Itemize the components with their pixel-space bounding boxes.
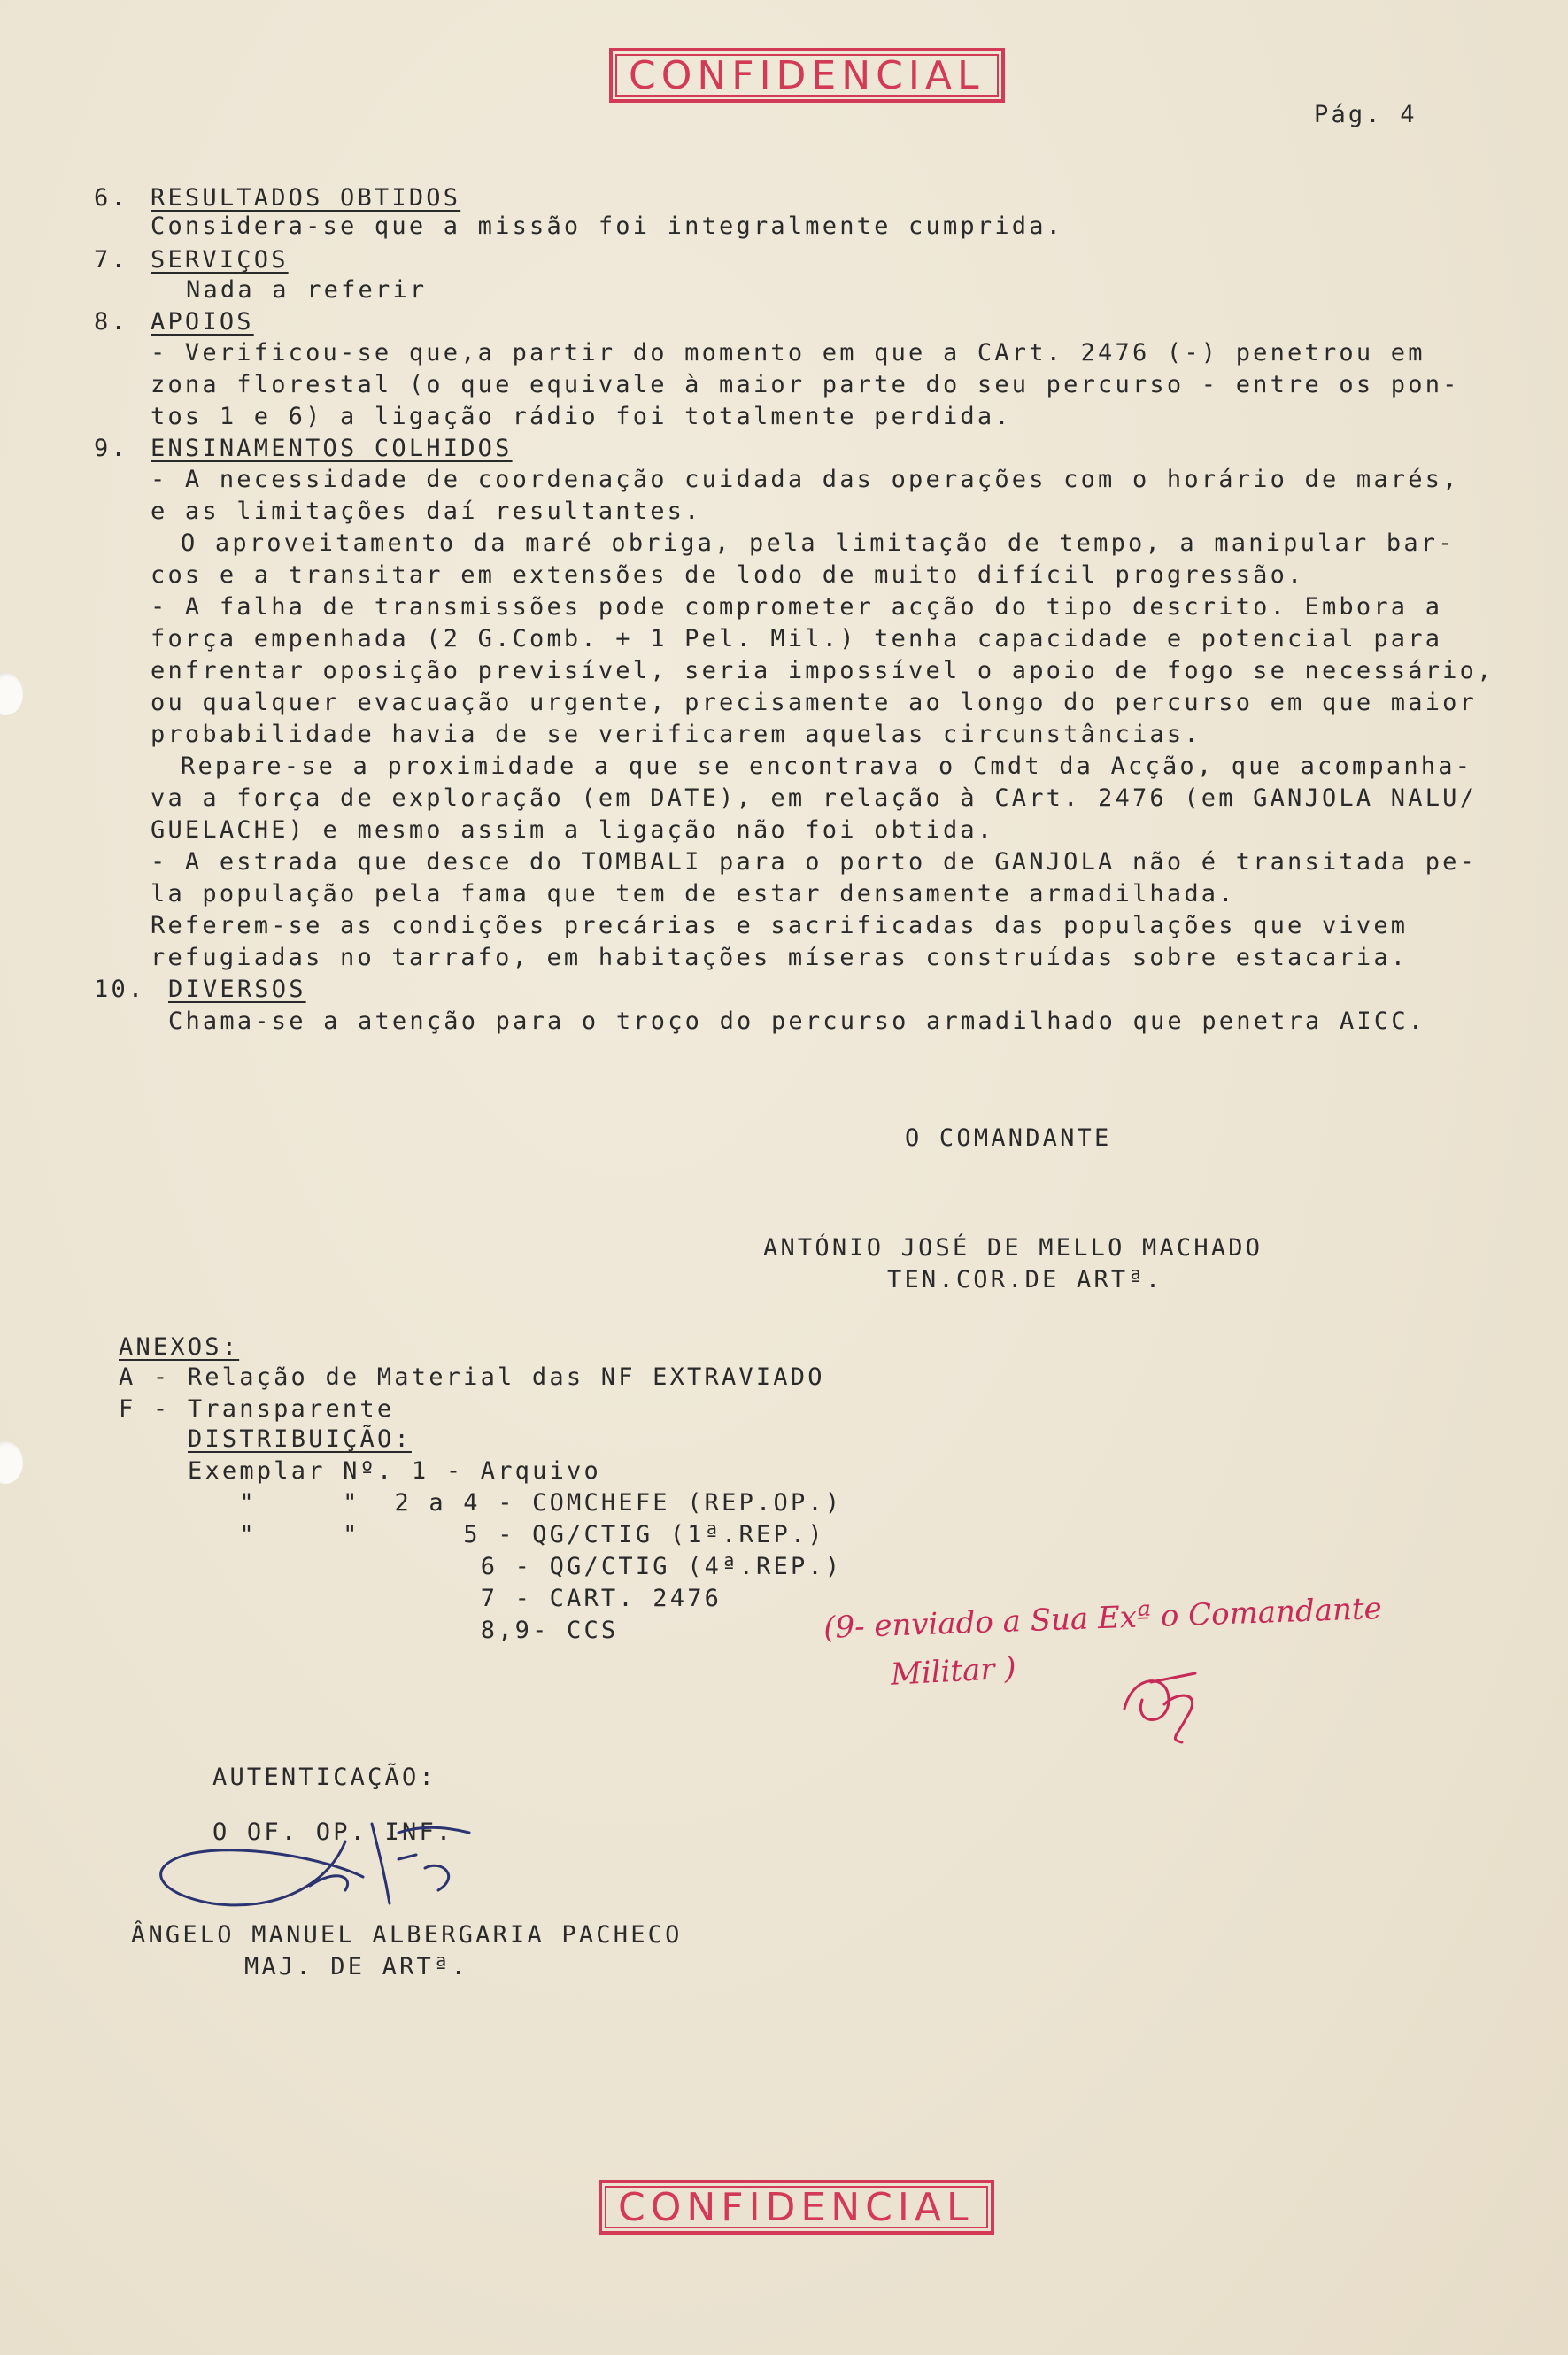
section-9-line: enfrentar oposição previsível, seria impossível o apoio de fogo se necessário, [151,657,1495,684]
section-7-line: Nada a referir [186,276,428,304]
section-8-line: zona florestal (o que equivale à maior parte do seu percurso - entre os pon- [151,371,1460,398]
page-number: Pág. 4 [1314,101,1417,128]
section-9-line: va a força de exploração (em DATE), em relação à CArt. 2476 (em GANJOLA NALU/ [151,784,1478,812]
anexos-item: F - Transparente [119,1395,395,1423]
section-9-line: la população pela fama que tem de estar densamente armadilhada. [151,880,1236,907]
confidential-stamp-top: CONFIDENCIAL [609,48,1005,103]
section-9-title: ENSINAMENTOS COLHIDOS [151,435,513,462]
section-9-line: GUELACHE) e mesmo assim a ligação não foi obtida. [151,816,995,844]
section-10-title: DIVERSOS [168,976,306,1003]
signature-role: O COMANDANTE [905,1124,1112,1152]
distribuicao-row: " " 2 a 4 - COMCHEFE (REP.OP.) [188,1489,843,1517]
section-9-line: probabilidade havia de se verificarem aquelas circunstâncias. [151,721,1201,748]
signature-name: ANTÓNIO JOSÉ DE MELLO MACHADO [763,1234,1263,1262]
section-8-line: - Verificou-se que,a partir do momento em que a CArt. 2476 (-) penetrou em [151,339,1425,367]
section-10-number: 10. [94,976,146,1003]
section-6-title: RESULTADOS OBTIDOS [151,184,461,212]
distribuicao-row: 8,9- CCS [188,1617,619,1644]
autenticacao-title: AUTENTICAÇÃO: [212,1764,436,1791]
autenticacao-role: O OF. OP. INF. [212,1818,454,1846]
distribuicao-row: Exemplar Nº. 1 - Arquivo [188,1457,601,1485]
section-7-title: SERVIÇOS [151,246,289,274]
distribuicao-row: " " 5 - QG/CTIG (1ª.REP.) [188,1521,825,1548]
distribuicao-title: DISTRIBUIÇÃO: [188,1425,412,1453]
handwritten-initials [1116,1664,1222,1744]
section-9-number: 9. [94,435,128,462]
section-9-line: refugiadas no tarrafo, em habitações míseras construídas sobre estacaria. [151,944,1409,971]
autenticacao-rank: MAJ. DE ARTª. [244,1953,468,1981]
section-9-line: ou qualquer evacuação urgente, precisamente ao longo do percurso em que maior [151,689,1478,716]
handwritten-note-line: Militar ) [890,1650,1017,1693]
section-9-line: Repare-se a proximidade a que se encontrava o Cmdt da Acção, que acompanha- [181,753,1473,780]
section-6-number: 6. [94,184,128,212]
ink-signature [133,1806,575,1939]
section-9-line: - A falha de transmissões pode comprometer acção do tipo descrito. Embora a [151,593,1443,621]
section-8-line: tos 1 e 6) a ligação rádio foi totalmente perdida. [151,403,1012,430]
section-9-line: Referem-se as condições precárias e sacrificadas das populações que vivem [151,912,1409,939]
section-6-line: Considera-se que a missão foi integralmente cumprida. [151,212,1064,240]
anexos-title: ANEXOS: [119,1333,240,1361]
section-7-number: 7. [94,246,128,274]
section-9-line: cos e a transitar em extensões de lodo de muito difícil progressão. [151,561,1305,589]
section-9-line: - A estrada que desce do TOMBALI para o porto de GANJOLA não é transitada pe- [151,848,1478,876]
section-9-line: - A necessidade de coordenação cuidada das operações com o horário de marés, [151,466,1460,493]
distribuicao-row: 6 - QG/CTIG (4ª.REP.) [188,1553,843,1580]
section-9-line: O aproveitamento da maré obriga, pela limitação de tempo, a manipular bar- [181,529,1456,557]
section-8-title: APOIOS [151,308,254,336]
section-8-number: 8. [94,308,128,336]
section-9-line: e as limitações daí resultantes. [151,498,702,525]
handwritten-note-line: (9- enviado a Sua Exª o Comandante [823,1591,1383,1646]
anexos-item: A - Relação de Material das NF EXTRAVIADO [119,1363,825,1391]
signature-rank: TEN.COR.DE ARTª. [887,1266,1163,1293]
autenticacao-name: ÂNGELO MANUEL ALBERGARIA PACHECO [131,1921,683,1949]
confidential-stamp-bottom: CONFIDENCIAL [599,2180,994,2235]
section-10-line: Chama-se a atenção para o troço do percurso armadilhado que penetra AICC. [168,1008,1426,1035]
section-9-line: força empenhada (2 G.Comb. + 1 Pel. Mil.) tenha capacidade e potencial para [151,625,1443,652]
distribuicao-row: 7 - CART. 2476 [188,1585,722,1612]
